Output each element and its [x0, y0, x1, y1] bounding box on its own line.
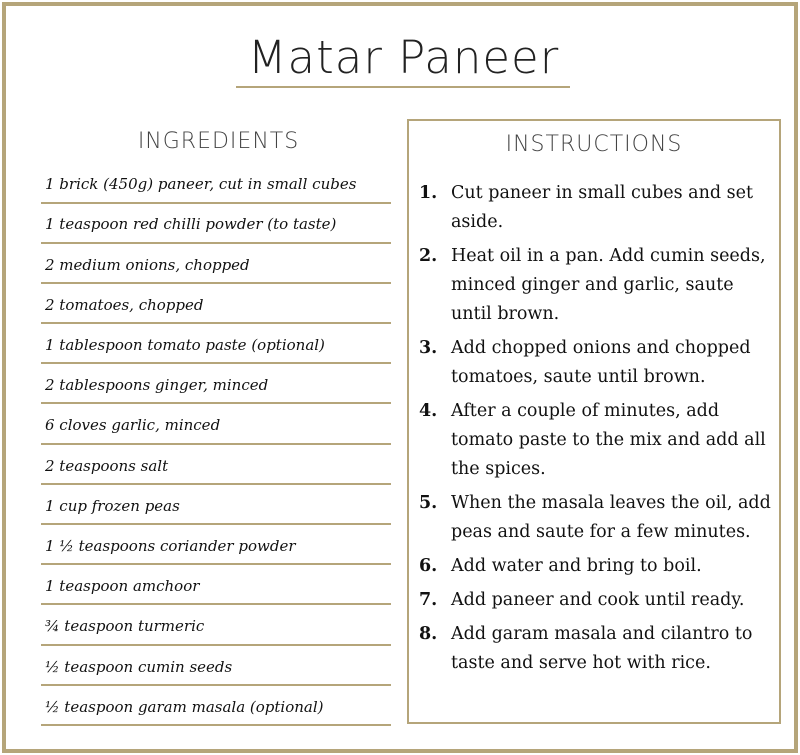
instruction-step	[419, 179, 777, 237]
instruction-step	[419, 334, 777, 392]
ingredient-item: 2 teaspoons salt	[41, 446, 391, 485]
step-text: After a couple of minutes, add tomato paste to the mix and add all the spices.	[451, 401, 766, 479]
ingredient-item: 1 teaspoon red chilli powder (to taste)	[41, 205, 391, 244]
step-text: When the masala leaves the oil, add peas and saute for a few minutes.	[451, 493, 771, 542]
instructions-list	[419, 179, 777, 683]
step-number: 3.	[419, 338, 438, 358]
ingredient-item: 1 brick (450g) paneer, cut in small cubes	[41, 165, 391, 204]
step-number: 6.	[419, 556, 438, 576]
ingredient-item: ¾ teaspoon turmeric	[41, 607, 391, 646]
step-number: 4.	[419, 401, 438, 421]
instruction-step	[419, 489, 777, 547]
step-text: Add paneer and cook until ready.	[451, 590, 745, 610]
step-number: 2.	[419, 246, 438, 266]
title-underline	[236, 86, 570, 88]
ingredient-item: 2 tablespoons ginger, minced	[41, 366, 391, 405]
ingredient-item: 1 cup frozen peas	[41, 487, 391, 526]
ingredient-item: 6 cloves garlic, minced	[41, 406, 391, 445]
ingredient-item: 2 medium onions, chopped	[41, 245, 391, 284]
step-text: Add water and bring to boil.	[451, 556, 702, 576]
step-text: Add chopped onions and chopped tomatoes, saute until brown.	[451, 338, 751, 387]
step-number: 1.	[419, 183, 438, 203]
recipe-title: Matar Paneer	[247, 31, 560, 84]
ingredient-item: 2 tomatoes, chopped	[41, 286, 391, 325]
instruction-step	[419, 397, 777, 484]
ingredients-heading: INGREDIENTS	[137, 129, 300, 154]
instruction-step	[419, 620, 777, 678]
step-text: Cut paneer in small cubes and set aside.	[451, 183, 754, 232]
step-text: Add garam masala and cilantro to taste and serve hot with rice.	[451, 624, 753, 673]
ingredient-item: ½ teaspoon garam masala (optional)	[41, 687, 391, 726]
ingredients-list	[41, 165, 391, 728]
ingredient-item: 1 ½ teaspoons coriander powder	[41, 527, 391, 566]
recipe-card	[2, 2, 798, 753]
instructions-box	[407, 119, 781, 724]
step-text: Heat oil in a pan. Add cumin seeds, minced ginger and garlic, saute until brown.	[451, 246, 766, 324]
instructions-heading: INSTRUCTIONS	[505, 132, 683, 157]
ingredient-item: 1 teaspoon amchoor	[41, 567, 391, 606]
instruction-step	[419, 242, 777, 329]
step-number: 5.	[419, 493, 438, 513]
instruction-step	[419, 552, 777, 581]
ingredient-item: 1 tablespoon tomato paste (optional)	[41, 326, 391, 365]
step-number: 8.	[419, 624, 438, 644]
step-number: 7.	[419, 590, 438, 610]
ingredient-item: ½ teaspoon cumin seeds	[41, 647, 391, 686]
instruction-step	[419, 586, 777, 615]
